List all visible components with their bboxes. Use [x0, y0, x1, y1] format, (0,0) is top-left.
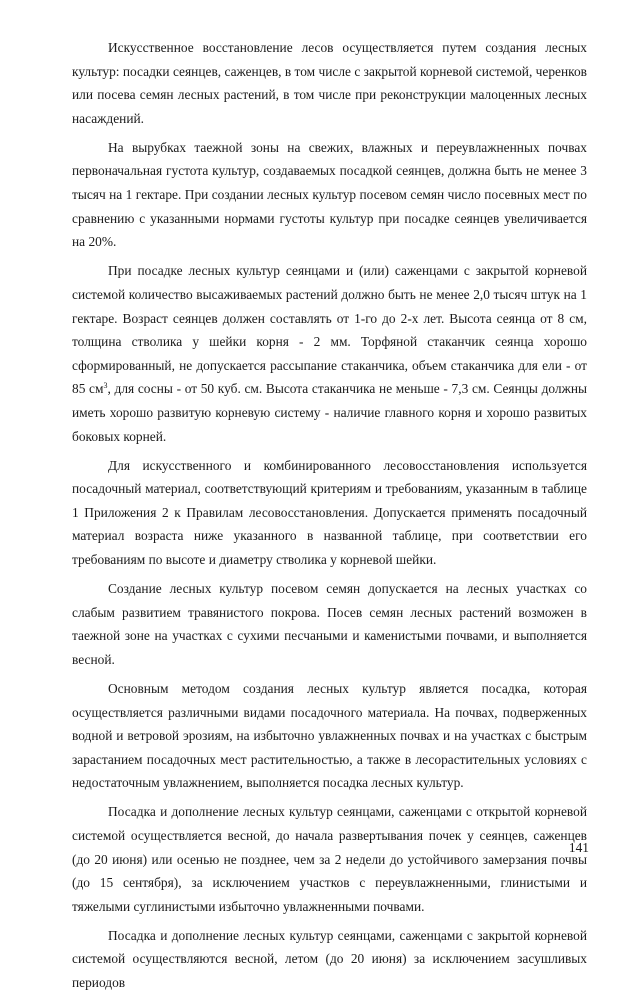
paragraph-closed-root-planting	[72, 259, 587, 448]
paragraph-planting-material: Для искусственного и комбинированного лесовосстановления используется посадочный материал, соответствующий критериям и требованиям, указанным в таблице 1 Приложения 2 к Правилам лесовосстановления. Допускается применять посадочный материал возраста ниже указанного в названной таблице, при соответствии его требованиям по высоте и диаметру стволика у корневой шейки.	[72, 457, 587, 567]
paragraph-text-before-superscript: При посадке лесных культур сеянцами и (или) саженцами с закрытой корневой системой количество высаживаемых растений должно быть не менее 2,0 тысяч штук на 1 гектаре. Возраст сеянцев должен составлять от 1-го до 2-х лет. Высота сеянца от 8 см, толщина стволика у шейки корня - 2 мм. Торфяной стаканчик сеянца хорошо сформированный, не допускается рассыпание стаканчика, объем стаканчика для ели - от 85 см	[72, 263, 587, 397]
paragraph-taiga-density: На вырубках таежной зоны на свежих, влажных и переувлажненных почвах первоначальная густота культур, создаваемых посадкой сеянцев, должна быть не менее 3 тысяч на 1 гектаре. При создании лесных культур посевом семян число посевных мест по сравнению с указанными нормами густоты культур при посадке сеянцев увеличивается на 20%.	[72, 139, 587, 250]
paragraph-open-root-timing: Посадка и дополнение лесных культур сеянцами, саженцами с открытой корневой системой осуществляется весной, до начала развертывания почек у сеянцев, саженцев (до 20 июня) или осенью не позднее, чем за 2 недели до устойчивого замерзания почвы (до 15 сентября), за исключением участков с переувлажненными, глинистыми и тяжелыми суглинистыми избыточно увлажненными почвами.	[72, 804, 587, 914]
page-number: 141	[568, 840, 589, 855]
paragraph-text-after-superscript: , для сосны - от 50 куб. см. Высота стаканчика не меньше - 7,3 см. Сеянцы должны иметь хорошо развитую корневую систему - наличие главного корня и хорошо развитых боковых корней.	[72, 381, 588, 444]
superscript-cubic: 3	[103, 381, 108, 391]
document-body	[72, 36, 587, 1000]
paragraph-artificial-reforestation: Искусственное восстановление лесов осуществляется путем создания лесных культур: посадки сеянцев, саженцев, в том числе с закрытой корневой системой, черенков или посева семян лесных растений, в том числе при реконструкции малоценных лесных насаждений.	[72, 40, 587, 126]
paragraph-seed-sowing: Создание лесных культур посевом семян допускается на лесных участках со слабым развитием травянистого покрова. Посев семян лесных растений возможен в таежной зоне на участках с сухими песчаными и каменистыми почвами, и выполняется весной.	[72, 581, 587, 667]
paragraph-closed-root-timing: Посадка и дополнение лесных культур сеянцами, саженцами с закрытой корневой системой осуществляются весной, летом (до 20 июня) за исключением засушливых периодов	[72, 927, 587, 991]
paragraph-main-method: Основным методом создания лесных культур является посадка, которая осуществляется различными видами посадочного материала. На почвах, подверженных водной и ветровой эрозиям, на избыточно увлажненных почвах и на участках с быстрым зарастанием посадочных мест растительностью, а также в лесорастительных условиях с недостаточным увлажнением, выполняется посадка лесных культур.	[72, 680, 587, 791]
